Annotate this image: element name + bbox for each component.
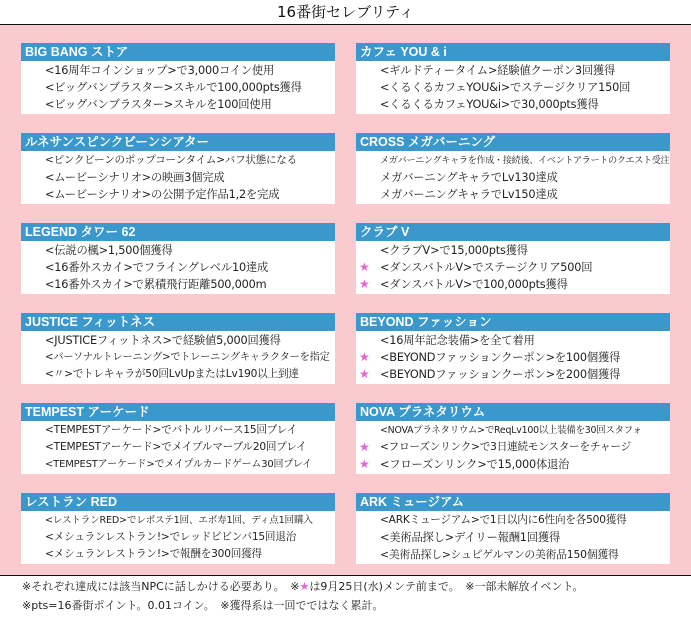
list-item bbox=[21, 529, 335, 546]
list-item bbox=[21, 349, 335, 366]
item-text: <JUSTICEフィットネス>で経験値5,000回獲得 bbox=[45, 334, 281, 347]
item-text: <美術品探し>デイリー報酬1回獲得 bbox=[380, 531, 561, 544]
footer-note-1 bbox=[22, 577, 691, 596]
item-text: <くるくるカフェYOU&i>で30,000pts獲得 bbox=[380, 98, 599, 111]
item-text: <ギルドティータイム>経験値クーポン3回獲得 bbox=[380, 64, 616, 77]
section-title: BEYOND ファッション bbox=[356, 313, 670, 331]
section-title: LEGEND タワー 62 bbox=[21, 223, 335, 241]
section-legend-tower bbox=[21, 223, 335, 294]
list-item bbox=[356, 349, 670, 366]
item-text: <ビッグバンブラスター>スキルで100,000pts獲得 bbox=[45, 81, 302, 94]
footer-notes bbox=[0, 577, 691, 615]
section-title: カフェ YOU & i bbox=[356, 43, 670, 61]
item-text: <16周年記念装備>を全て着用 bbox=[380, 334, 535, 347]
list-item bbox=[21, 332, 335, 349]
item-text: <伝説の楓>1,500個獲得 bbox=[45, 244, 173, 257]
item-text: <ダンスバトルV>で100,000pts獲得 bbox=[380, 278, 568, 291]
star-icon: ★ bbox=[299, 580, 310, 593]
list-item bbox=[356, 332, 670, 349]
section-nova-planetarium bbox=[356, 403, 670, 474]
item-text: <16周年コインショップ>で3,000コイン使用 bbox=[45, 64, 275, 77]
section-title: クラブ V bbox=[356, 223, 670, 241]
list-item bbox=[21, 366, 335, 383]
section-club-v bbox=[356, 223, 670, 294]
item-text: <BEYONDファッションクーポン>を100個獲得 bbox=[380, 351, 621, 364]
item-text: <ビッグバンブラスター>スキルを100回使用 bbox=[45, 98, 272, 111]
list-item bbox=[21, 169, 335, 186]
star-icon: ★ bbox=[359, 277, 370, 291]
item-text: <16番外スカイ>で累積飛行距離500,000m bbox=[45, 278, 267, 291]
footer-text: ※それぞれ達成には該当NPCに話しかける必要あり。 ※ bbox=[22, 580, 300, 593]
list-item bbox=[21, 62, 335, 79]
list-item bbox=[21, 422, 335, 439]
list-item bbox=[21, 546, 335, 563]
item-text: <くるくるカフェYOU&i>でステージクリア150回 bbox=[380, 81, 631, 94]
section-title: BIG BANG ストア bbox=[21, 43, 335, 61]
item-text: <ARKミュージアム>で1日以内に6性向を各500獲得 bbox=[380, 514, 627, 526]
list-item bbox=[21, 456, 335, 473]
list-item bbox=[356, 529, 670, 546]
section-title: NOVA プラネタリウム bbox=[356, 403, 670, 421]
list-item bbox=[356, 169, 670, 186]
item-text: <ピンクビーンのポップコーンタイム>バフ状態になる bbox=[45, 154, 297, 166]
section-title: ルネサンスピンクビーンシアター bbox=[21, 133, 335, 151]
list-item bbox=[21, 186, 335, 203]
section-ark-museum bbox=[356, 493, 670, 564]
section-title: CROSS メガバーニング bbox=[356, 133, 670, 151]
page-title: 16番街セレブリティ bbox=[0, 0, 691, 25]
list-item bbox=[21, 96, 335, 113]
item-text: メガバーニングキャラでLv130達成 bbox=[380, 171, 558, 184]
item-text: <メシュランレストラン!>で報酬を300回獲得 bbox=[45, 548, 262, 560]
list-item bbox=[21, 242, 335, 259]
list-item bbox=[356, 512, 670, 529]
list-item bbox=[356, 276, 670, 293]
item-text: <〃>でトレキャラが50回LvUpまたはLv190以上到達 bbox=[45, 368, 299, 380]
footer-text: は9月25日(水)メンテ前まで。 ※一部未解放イベント。 bbox=[309, 580, 584, 593]
item-text: <クラブV>で15,000pts獲得 bbox=[380, 244, 528, 257]
item-text: <TEMPESTアーケード>でメイプルカードゲーム30回プレイ bbox=[45, 459, 312, 470]
list-item bbox=[356, 456, 670, 473]
section-tempest-arcade bbox=[21, 403, 335, 474]
footer-note-2: ※pts=16番街ポイント。0.01コイン。 ※獲得系は一回でではなく累計。 bbox=[22, 599, 384, 612]
list-item bbox=[356, 366, 670, 383]
sections-panel bbox=[0, 25, 691, 576]
section-title: ARK ミュージアム bbox=[356, 493, 670, 511]
item-text: <パーソナルトレーニング>でトレーニングキャラクターを指定 bbox=[45, 352, 330, 363]
section-restaurant-red bbox=[21, 493, 335, 564]
item-text: <BEYONDファッションクーポン>を200個獲得 bbox=[380, 368, 621, 381]
star-icon: ★ bbox=[359, 367, 370, 381]
list-item bbox=[21, 259, 335, 276]
list-item bbox=[356, 259, 670, 276]
list-item bbox=[356, 439, 670, 456]
list-item bbox=[356, 546, 670, 563]
item-text: <16番外スカイ>でフライングレベル10達成 bbox=[45, 261, 269, 274]
item-text: <ムービーシナリオ>の映画3個完成 bbox=[45, 171, 225, 184]
item-text: <ダンスバトルV>でステージクリア500回 bbox=[380, 261, 593, 274]
section-renaissance-theater bbox=[21, 133, 335, 204]
item-text: <フローズンリンク>で3日連続モンスターをチャージ bbox=[380, 441, 631, 453]
list-item bbox=[356, 152, 670, 169]
list-item bbox=[356, 62, 670, 79]
list-item bbox=[21, 439, 335, 456]
item-text: メガバーニングキャラでLv150達成 bbox=[380, 188, 558, 201]
item-text: メガバーニングキャラを作成・接続後、イベントアラートのクエスト受注 bbox=[380, 155, 670, 166]
item-text: <TEMPESTアーケード>でバトルリバース15回プレイ bbox=[45, 424, 297, 436]
list-item bbox=[356, 96, 670, 113]
star-icon: ★ bbox=[359, 440, 370, 454]
section-title: JUSTICE フィットネス bbox=[21, 313, 335, 331]
star-icon: ★ bbox=[359, 260, 370, 274]
star-icon: ★ bbox=[359, 457, 370, 471]
list-item bbox=[356, 422, 670, 439]
item-text: <フローズンリンク>で15,000体退治 bbox=[380, 458, 570, 471]
item-text: <NOVAプラネタリウム>でReqLv100以上装備を30回スタフォ bbox=[380, 425, 642, 436]
section-beyond-fashion bbox=[356, 313, 670, 384]
list-item bbox=[21, 512, 335, 529]
item-text: <美術品探し>シュピゲルマンの美術品150個獲得 bbox=[380, 548, 619, 561]
star-icon: ★ bbox=[359, 350, 370, 364]
section-big-bang-store bbox=[21, 43, 335, 114]
list-item bbox=[21, 152, 335, 169]
list-item bbox=[356, 186, 670, 203]
list-item bbox=[356, 79, 670, 96]
item-text: <メシュランレストラン!>でレッドビビンバ15回退治 bbox=[45, 531, 297, 543]
section-cafe-you-and-i bbox=[356, 43, 670, 114]
list-item bbox=[21, 79, 335, 96]
section-justice-fitness bbox=[21, 313, 335, 384]
section-cross-mega-burning bbox=[356, 133, 670, 204]
section-title: レストラン RED bbox=[21, 493, 335, 511]
item-text: <ムービーシナリオ>の公開予定作品1,2を完成 bbox=[45, 188, 280, 201]
list-item bbox=[356, 242, 670, 259]
item-text: <TEMPESTアーケード>でメイプルマーブル20回プレイ bbox=[45, 441, 307, 453]
section-title: TEMPEST アーケード bbox=[21, 403, 335, 421]
item-text: <レストランRED>でレボステ1回、エボ寿1回、ディ点1回購入 bbox=[45, 515, 313, 526]
list-item bbox=[21, 276, 335, 293]
